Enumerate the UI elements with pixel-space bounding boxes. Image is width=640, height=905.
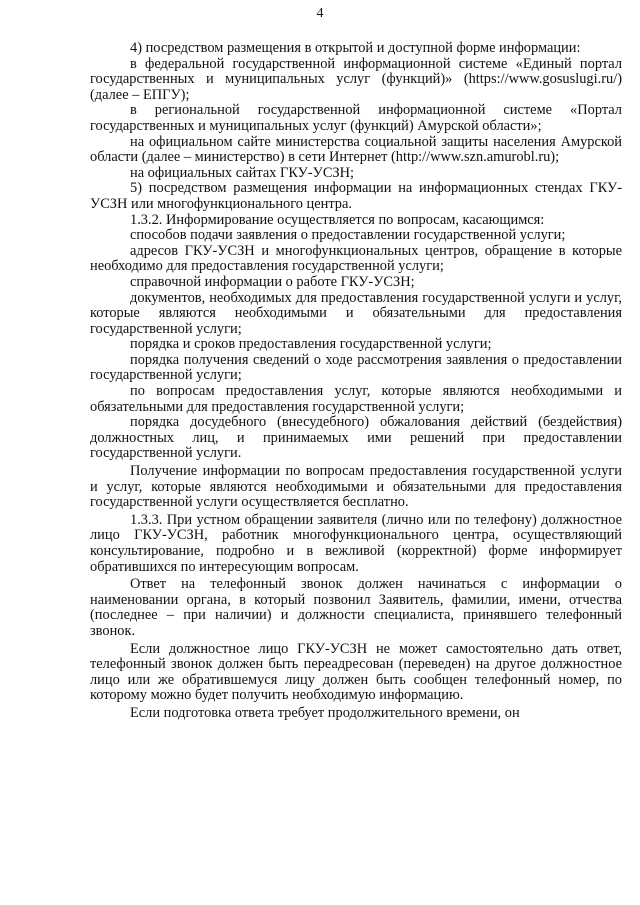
paragraph: по вопросам предоставления услуг, которые являются необходимыми и обязательными для предоставления государственной услуги; — [90, 383, 622, 415]
paragraph: Если должностное лицо ГКУ-УСЗН не может самостоятельно дать ответ, телефонный звонок должен быть переадресован (переведен) на другое должностное лицо или же обратившемуся лицу должен быть сообщен телефонный номер, по которому можно будет получить необходимую информацию. — [90, 640, 622, 704]
paragraph: 5) посредством размещения информации на информационных стендах ГКУ-УСЗН или многофункционального центра. — [90, 180, 622, 212]
document-body — [90, 41, 622, 722]
paragraph: в федеральной государственной информационной системе «Единый портал государственных и муниципальных услуг (функций)» (https://www.gosuslugi.ru/) (далее – ЕПГУ); — [90, 55, 622, 103]
page-number: 4 — [316, 6, 324, 21]
paragraph: Если подготовка ответа требует продолжительного времени, он — [130, 704, 520, 721]
paragraph: порядка досудебного (внесудебного) обжалования действий (бездействия) должностных лиц, и принимаемых ими решений при предоставлении государственной услуги. — [90, 414, 622, 462]
paragraph: Получение информации по вопросам предоставления государственной услуги и услуг, которые являются необходимыми и обязательными для предоставления государственной услуги осуществляется бесплатно. — [90, 463, 622, 511]
paragraph: 4) посредством размещения в открытой и доступной форме информации: — [130, 40, 581, 56]
paragraph: 1.3.2. Информирование осуществляется по вопросам, касающимся: — [130, 211, 545, 228]
paragraph: на официальных сайтах ГКУ-УСЗН; — [130, 164, 355, 181]
paragraph: порядка и сроков предоставления государственной услуги; — [130, 336, 492, 353]
paragraph: Ответ на телефонный звонок должен начинаться с информации о наименовании органа, в который позвонил Заявитель, фамилии, имени, отчества (последнее – при наличии) и должности специалиста, принявшего телефонный звонок. — [90, 576, 622, 639]
paragraph: справочной информации о работе ГКУ-УСЗН; — [130, 273, 415, 290]
paragraph: в региональной государственной информационной системе «Портал государственных и муниципальных услуг (функций) Амурской области»; — [90, 102, 622, 134]
paragraph: порядка получения сведений о ходе рассмотрения заявления о предоставлении государственной услуги; — [90, 351, 622, 384]
paragraph: адресов ГКУ-УСЗН и многофункциональных центров, обращение в которые необходимо для предоставления государственной услуги; — [90, 242, 622, 275]
paragraph: на официальном сайте министерства социальной защиты населения Амурской области (далее – министерство) в сети Интернет (http://www.szn.amurobl.ru); — [90, 133, 622, 166]
paragraph: 1.3.3. При устном обращении заявителя (лично или по телефону) должностное лицо ГКУ-УСЗН, работник многофункционального центра, осуществляющий консультирование, подробно и в вежливой (корректной) форме информирует обратившихся по интересующим вопросам. — [90, 511, 622, 575]
paragraph: способов подачи заявления о предоставлении государственной услуги; — [130, 227, 566, 244]
paragraph: документов, необходимых для предоставления государственной услуги и услуг, которые являются необходимыми и обязательными для предоставления государственной услуги; — [90, 289, 622, 337]
